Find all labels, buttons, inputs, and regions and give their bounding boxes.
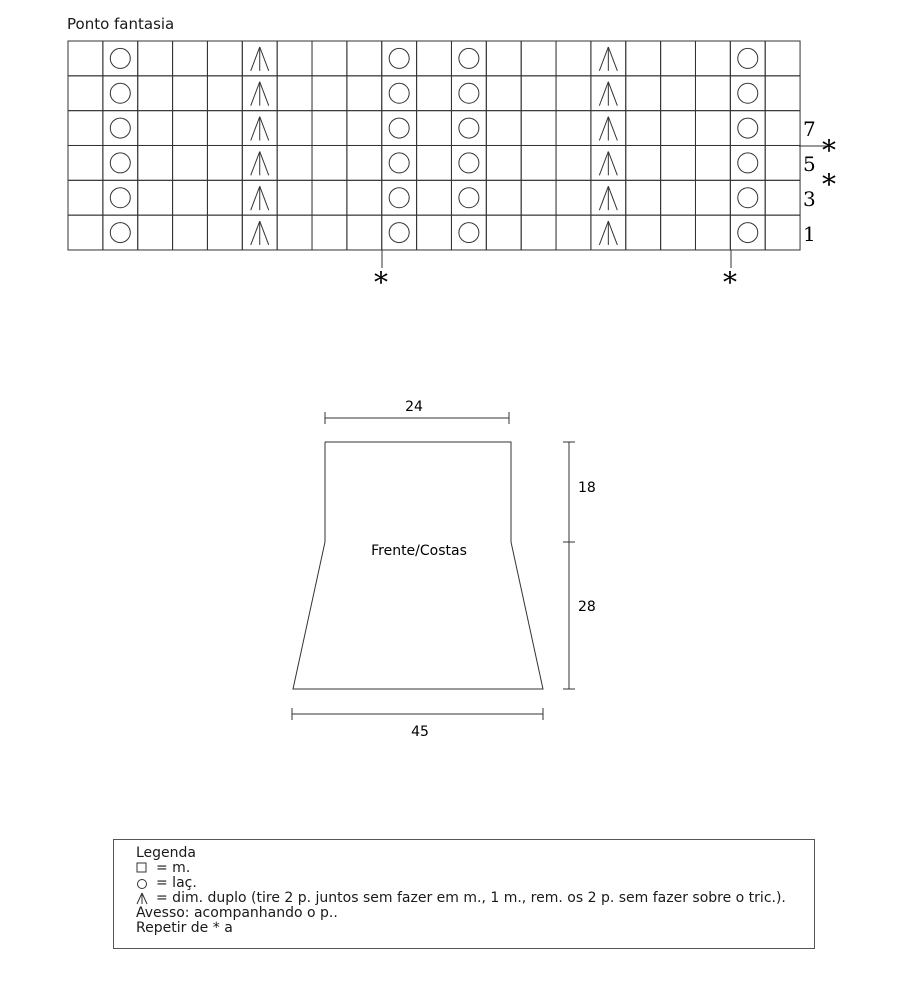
chart-cell [451, 180, 486, 215]
chart-cell [661, 215, 696, 250]
chart-cell [765, 111, 800, 146]
yo-symbol [738, 118, 758, 138]
yo-symbol [738, 188, 758, 208]
chart-cell [695, 111, 730, 146]
yo-symbol [738, 48, 758, 68]
chart-cell [417, 145, 452, 180]
chart-cell [277, 215, 312, 250]
chart-cell [312, 180, 347, 215]
yo-symbol [389, 153, 409, 173]
chart-cell [103, 215, 138, 250]
chart-cell [103, 41, 138, 76]
chart-cell [486, 41, 521, 76]
chart-cell [451, 111, 486, 146]
chart-cell [417, 215, 452, 250]
yo-symbol [738, 153, 758, 173]
chart-cell [382, 180, 417, 215]
row-label-5: 5 [803, 152, 816, 176]
chart-cell [730, 215, 765, 250]
chart-cell [661, 145, 696, 180]
circle-icon [136, 877, 150, 890]
chart-cell [138, 111, 173, 146]
stitch-chart [0, 0, 909, 300]
chart-cell [417, 111, 452, 146]
chart-cell [277, 145, 312, 180]
chart-cell [417, 180, 452, 215]
double-decrease-symbol [251, 47, 269, 71]
chart-cell [277, 41, 312, 76]
row-label-3: 3 [803, 187, 816, 211]
chart-cell [312, 215, 347, 250]
upper-height-label: 18 [578, 480, 596, 496]
yo-symbol [110, 83, 130, 103]
row-label-1: 1 [803, 222, 816, 246]
chart-cell [486, 180, 521, 215]
chart-cell [103, 111, 138, 146]
top-width-label: 24 [405, 399, 423, 415]
chart-cell [277, 111, 312, 146]
chart-cell [382, 145, 417, 180]
legend [113, 839, 815, 949]
lower-height-label: 28 [578, 599, 596, 615]
chart-cell [626, 76, 661, 111]
chart-cell [765, 180, 800, 215]
legend-knit [136, 861, 786, 876]
yo-symbol [738, 83, 758, 103]
chart-cell [312, 111, 347, 146]
yo-symbol [459, 223, 479, 243]
repeat-asterisk-col-left: * [374, 266, 388, 299]
double-decrease-symbol [599, 151, 617, 175]
chart-cell [68, 111, 103, 146]
chart-cell [556, 215, 591, 250]
chart-cell [68, 145, 103, 180]
chart-cell [347, 41, 382, 76]
yo-symbol [738, 223, 758, 243]
double-decrease-symbol [251, 221, 269, 245]
chart-cell [68, 215, 103, 250]
repeat-asterisk-col-right: * [723, 266, 737, 299]
chart-cell [626, 215, 661, 250]
chart-cell [730, 76, 765, 111]
chart-cell [661, 180, 696, 215]
front-back-outline [293, 442, 543, 689]
legend-dec-text: = dim. duplo (tire 2 p. juntos sem fazer em m., 1 m., rem. os 2 p. sem fazer sobre o tric.). [156, 890, 786, 906]
chart-cell [695, 145, 730, 180]
piece-label: Frente/Costas [371, 543, 467, 559]
chart-cell [138, 145, 173, 180]
chart-cell [730, 41, 765, 76]
chart-cell [486, 76, 521, 111]
chart-cell [661, 111, 696, 146]
chart-cell [626, 111, 661, 146]
garment-schematic [0, 390, 909, 750]
yo-symbol [389, 188, 409, 208]
chart-cell [173, 76, 208, 111]
chart-cell [173, 145, 208, 180]
chart-cell [695, 180, 730, 215]
chart-cell [103, 145, 138, 180]
chart-cell [138, 215, 173, 250]
chart-cell [138, 41, 173, 76]
yo-symbol [459, 118, 479, 138]
double-decrease-symbol [251, 117, 269, 141]
yo-symbol [389, 83, 409, 103]
yo-symbol [110, 223, 130, 243]
yo-symbol [389, 223, 409, 243]
chart-cell [207, 215, 242, 250]
chart-cell [626, 145, 661, 180]
chart-cell [312, 41, 347, 76]
chart-cell [626, 180, 661, 215]
chart-cell [730, 111, 765, 146]
legend-knit-text: = m. [156, 860, 191, 876]
chart-cell [521, 41, 556, 76]
chart-cell [521, 145, 556, 180]
chart-cell [382, 215, 417, 250]
chart-cell [382, 41, 417, 76]
chart-cell [521, 111, 556, 146]
chart-cell [486, 145, 521, 180]
chart-cell [173, 111, 208, 146]
chart-cell [417, 76, 452, 111]
chart-cell [347, 76, 382, 111]
chart-cell [556, 41, 591, 76]
yo-symbol [110, 118, 130, 138]
chart-cell [730, 145, 765, 180]
double-decrease-icon [136, 892, 150, 905]
double-decrease-symbol [599, 82, 617, 106]
chart-cell [486, 215, 521, 250]
chart-cell [103, 76, 138, 111]
chart-cell [765, 41, 800, 76]
chart-cell [68, 76, 103, 111]
legend-yo [136, 876, 786, 891]
chart-cell [173, 215, 208, 250]
chart-cell [347, 111, 382, 146]
yo-symbol [459, 153, 479, 173]
chart-cell [382, 76, 417, 111]
yo-symbol [389, 48, 409, 68]
chart-cell [556, 180, 591, 215]
chart-cell [347, 145, 382, 180]
chart-cell [521, 180, 556, 215]
chart-cell [451, 76, 486, 111]
chart-cell [451, 41, 486, 76]
chart-cell [451, 145, 486, 180]
yo-symbol [110, 153, 130, 173]
legend-yo-text: = laç. [156, 875, 197, 891]
chart-cell [68, 180, 103, 215]
chart-cell [68, 41, 103, 76]
double-decrease-symbol [251, 151, 269, 175]
chart-cell [626, 41, 661, 76]
chart-cell [661, 41, 696, 76]
yo-symbol [110, 48, 130, 68]
chart-cell [312, 76, 347, 111]
chart-cell [417, 41, 452, 76]
chart-cell [730, 180, 765, 215]
double-decrease-symbol [251, 82, 269, 106]
chart-cell [207, 76, 242, 111]
chart-cell [765, 76, 800, 111]
chart-cell [347, 215, 382, 250]
double-decrease-symbol [599, 117, 617, 141]
chart-cell [207, 41, 242, 76]
bottom-width-label: 45 [411, 724, 429, 740]
chart-cell [138, 180, 173, 215]
chart-cell [661, 76, 696, 111]
legend-repeat: Repetir de * a [136, 920, 233, 936]
chart-cell [277, 180, 312, 215]
chart-cell [277, 76, 312, 111]
chart-cell [695, 215, 730, 250]
chart-cell [451, 215, 486, 250]
legend-wrong-side: Avesso: acompanhando o p.. [136, 905, 338, 921]
chart-cell [486, 111, 521, 146]
chart-cell [103, 180, 138, 215]
chart-cell [556, 76, 591, 111]
chart-cell [207, 111, 242, 146]
chart-cell [347, 180, 382, 215]
yo-symbol [459, 188, 479, 208]
chart-cell [207, 180, 242, 215]
yo-symbol [459, 48, 479, 68]
chart-cell [521, 215, 556, 250]
repeat-asterisk-row-bottom: * [822, 168, 836, 201]
chart-cell [207, 145, 242, 180]
yo-symbol [110, 188, 130, 208]
chart-cell [382, 111, 417, 146]
square-icon [136, 862, 150, 875]
chart-cell [695, 76, 730, 111]
row-label-7: 7 [803, 117, 816, 141]
chart-cell [173, 41, 208, 76]
legend-dec [136, 891, 786, 906]
double-decrease-symbol [599, 221, 617, 245]
chart-title: Ponto fantasia [67, 15, 175, 33]
chart-cell [556, 111, 591, 146]
chart-cell [521, 76, 556, 111]
double-decrease-symbol [251, 186, 269, 210]
chart-cell [173, 180, 208, 215]
chart-cell [138, 76, 173, 111]
double-decrease-symbol [599, 47, 617, 71]
yo-symbol [459, 83, 479, 103]
double-decrease-symbol [599, 186, 617, 210]
repeat-asterisk-row-top: * [822, 134, 836, 167]
chart-cell [312, 145, 347, 180]
chart-cell [695, 41, 730, 76]
legend-title: Legenda [136, 845, 197, 861]
yo-symbol [389, 118, 409, 138]
chart-cell [765, 145, 800, 180]
chart-cell [556, 145, 591, 180]
chart-cell [765, 215, 800, 250]
